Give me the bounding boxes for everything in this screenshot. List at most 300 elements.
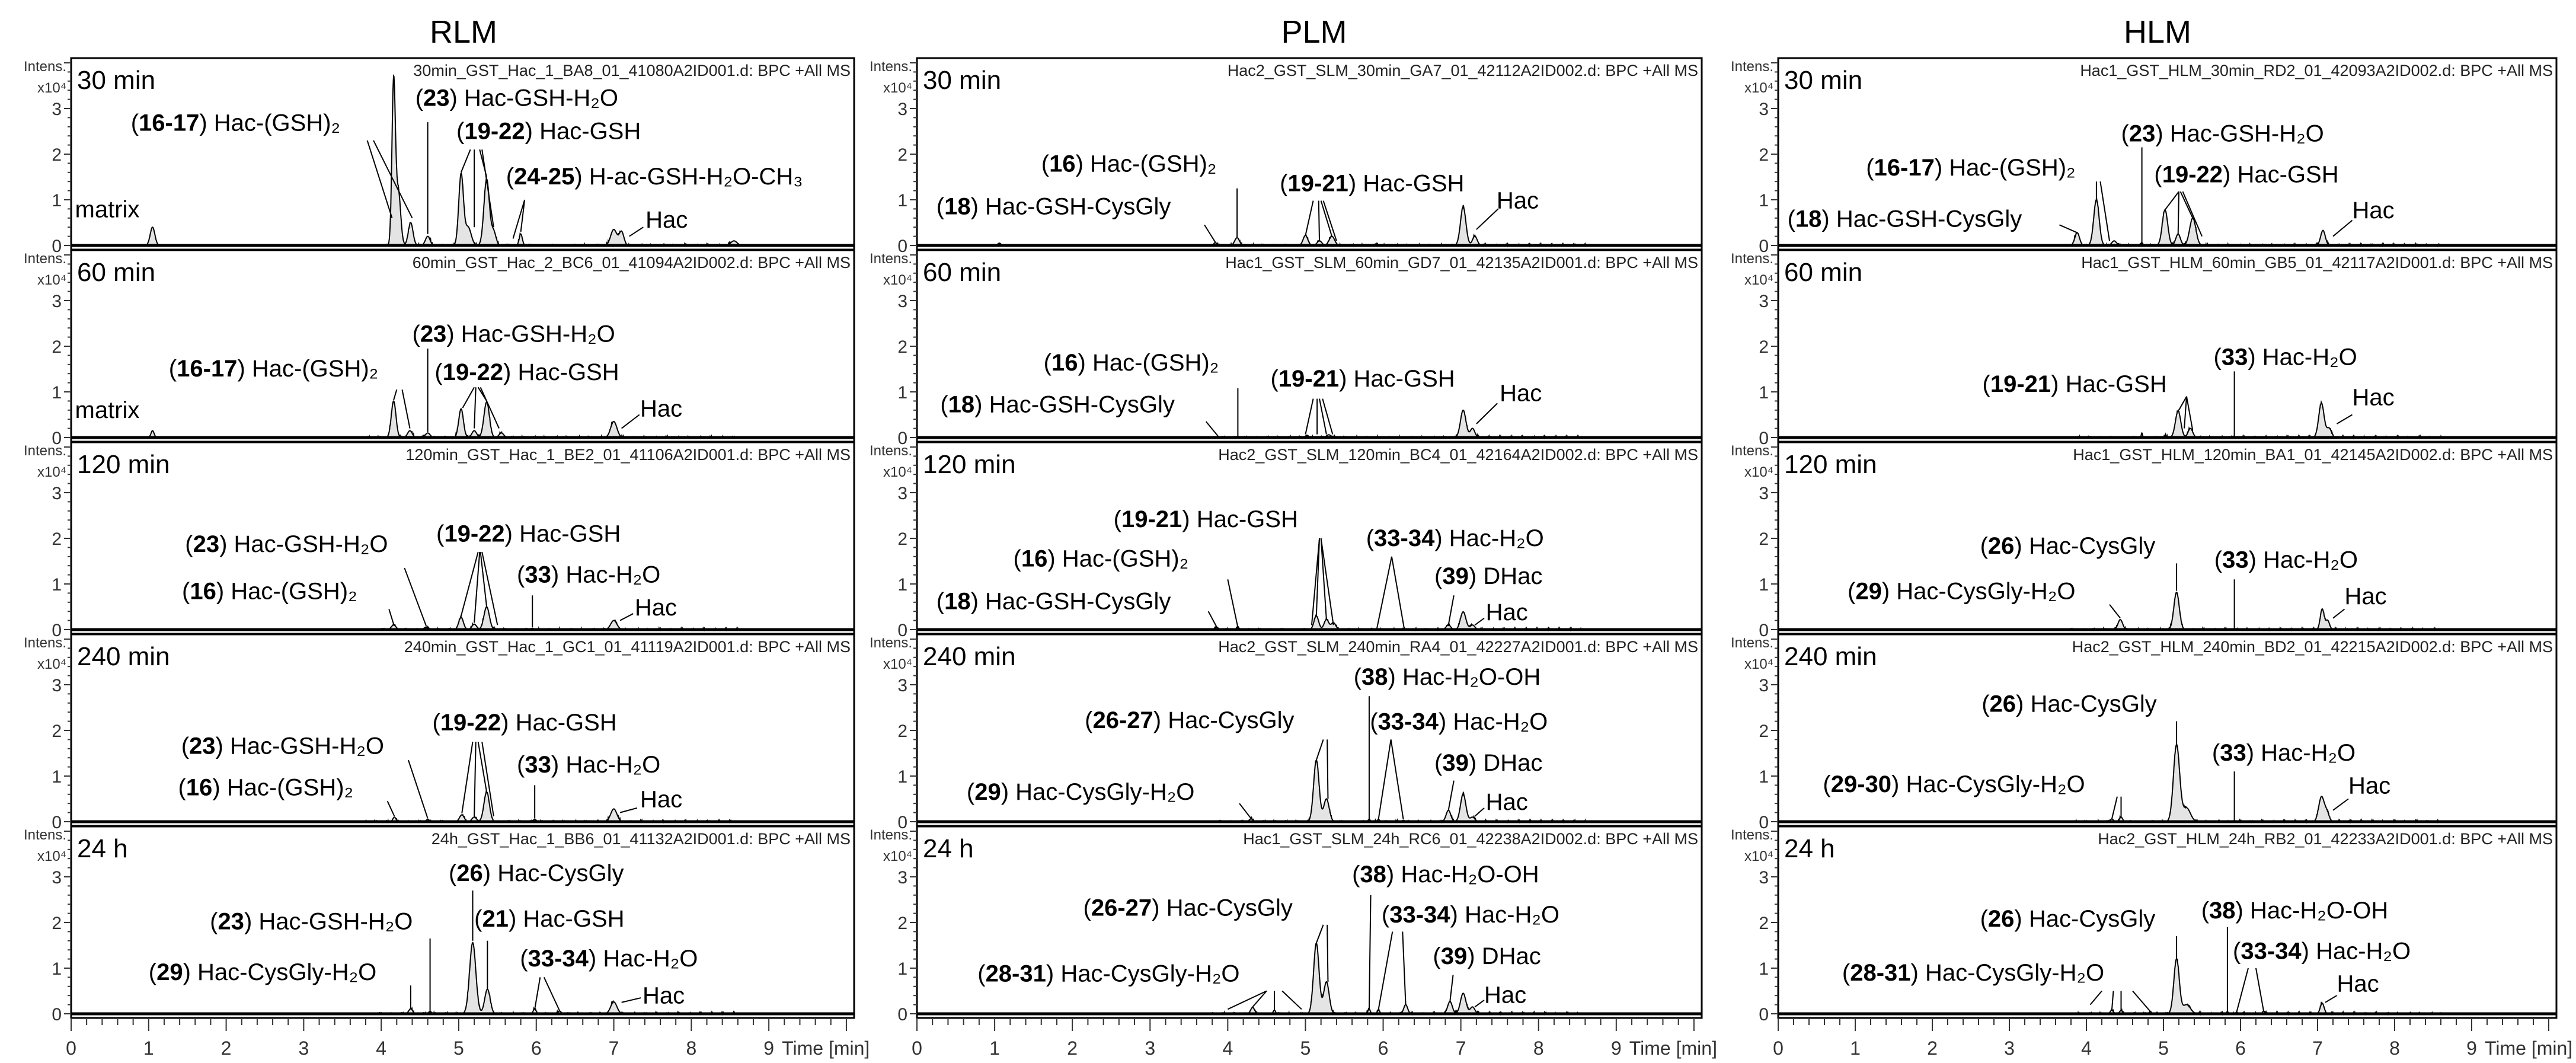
peak-label [456,119,641,145]
paren: ) [1001,779,1016,806]
leader-line [1476,209,1498,229]
leader-line [535,977,540,1009]
peak-annotation [940,392,1218,437]
peak-label [1434,563,1542,589]
paren: ) [508,905,523,932]
peak-label [517,752,660,778]
y-axis-scale: x10⁴ [1744,80,1773,96]
metabolite-number: 39 [1442,563,1469,589]
y-tick-label: 1 [897,383,907,403]
peak-label [1983,371,2167,397]
peak-label [937,194,1171,220]
paren: ) [1891,771,1906,797]
leader-line [2333,221,2353,237]
peak-annotation [620,595,677,621]
leader-line [1476,403,1497,424]
peak-label [1041,151,1217,177]
metabolite-name: Hac-GSH-H₂O [258,908,413,935]
incubation-time-label: 240 min [1784,642,1877,671]
peak-annotation [2333,772,2390,810]
peak-label [1866,155,2075,181]
leader-line [622,415,640,429]
metabolite-name: Hac-CysGly-H₂O [1060,960,1240,987]
leader-line [620,614,633,621]
metabolite-name: Hac [2337,971,2379,997]
paren: ( [1434,563,1443,589]
incubation-time-label: 240 min [77,642,170,671]
leader-line [1449,595,1454,625]
leader-line [629,227,644,236]
y-tick-label: 3 [52,100,62,119]
paren: ) [1182,506,1197,532]
paren: ( [1980,905,1988,932]
metabolite-name: Hac-H₂O [2263,547,2358,573]
y-tick-label: 0 [52,1005,62,1024]
paren: ( [448,860,457,886]
metabolite-number: 16-17 [1874,155,1935,181]
peak-label [434,359,619,385]
data-file-name: 240min_GST_Hac_1_GC1_01_41119A2ID001.d: BPC +All MS [404,638,851,656]
y-axis-scale: x10⁴ [1744,656,1773,672]
y-tick-label: 1 [52,767,62,787]
metabolite-name: Hac [1496,187,1539,214]
paren: ( [1866,155,1874,181]
paren: ( [412,321,420,347]
leader-line [2133,991,2150,1012]
metabolite-number: 19-22 [2162,161,2223,188]
metabolite-name: Hac-GSH [539,118,641,145]
paren: ) [2016,691,2031,717]
y-tick-label: 3 [52,676,62,695]
y-tick-label: 2 [897,722,907,741]
peak-annotation [1475,982,1526,1008]
y-tick-label: 3 [1759,676,1769,695]
leader-line [461,149,471,172]
peak-label [416,85,618,111]
y-tick-label: 2 [52,145,62,165]
incubation-time-label: 120 min [923,450,1016,479]
leader-line [1450,975,1453,1002]
metabolite-name: DHac [1483,563,1543,589]
peak-label [436,521,621,547]
leader-line [1322,399,1332,435]
peak-annotation [1476,188,1539,229]
peak-label [75,397,140,423]
y-axis-scale: x10⁴ [1744,272,1773,288]
metabolite-number: 29-30 [1830,771,1892,797]
peak-label [2154,162,2338,188]
leader-line [2112,991,2114,1010]
leader-line [1282,991,1302,1010]
peak-label [635,595,677,621]
metabolite-number: 26 [1987,533,2015,560]
paren: ( [1381,902,1390,928]
peak-label [131,110,340,136]
metabolite-name: Hac [2348,772,2391,799]
paren: ( [1085,707,1093,734]
peak-label [937,588,1171,614]
metabolite-number: 19-21 [1278,365,1340,392]
paren: ( [182,578,190,605]
peak-label [2353,197,2395,224]
metabolite-name: Hac-CysGly-H₂O [197,959,377,986]
paren: ( [1043,349,1052,376]
leader-line [1402,931,1405,1004]
leader-line [1204,225,1215,242]
peak-label [1270,366,1455,392]
paren: ( [977,960,986,987]
metabolite-name: Hac-H₂O [2262,344,2357,371]
x-tick-label: 6 [2235,1038,2246,1059]
chromatogram-panel-hlm-60min [1731,250,2556,448]
peak-annotation [2325,971,2379,1002]
peak-label [474,906,624,932]
peak-label [432,710,616,736]
x-tick-label: 1 [143,1038,154,1059]
metabolite-number: 38 [1361,664,1388,690]
metabolite-number: 26 [456,860,483,886]
y-tick-label: 2 [897,914,907,933]
leader-line [620,808,637,813]
chromatogram-panel-plm-30min [870,58,1702,256]
paren: ) [551,561,566,588]
paren: ) [574,163,589,190]
peak-annotation [967,779,1251,819]
metabolite-number: 16-17 [139,110,200,136]
incubation-time-label: 24 h [77,834,128,863]
x-tick-label: 5 [2158,1038,2169,1059]
chromatogram-panel-hlm-30min [1731,58,2556,256]
y-tick-label: 1 [897,191,907,210]
peak-label [75,196,140,222]
y-axis-scale: x10⁴ [883,272,912,288]
chromatogram-panel-plm-60min [870,250,1702,448]
peak-label [1788,206,2022,232]
leader-line [1449,781,1454,810]
paren: ) [1386,861,1401,888]
y-tick-label: 0 [897,429,907,448]
y-axis-scale: x10⁴ [883,464,912,480]
y-tick-label: 3 [897,484,907,503]
paren: ( [936,193,945,220]
paren: ) [1152,895,1166,921]
panel-frame [1778,826,2556,1018]
y-tick-label: 1 [52,383,62,403]
leader-line [622,998,641,1003]
peak-label [1842,960,2104,986]
y-axis-label: Intens. [869,635,912,651]
y-tick-label: 3 [897,292,907,311]
paren: ) [1348,170,1363,197]
metabolite-name: Hac-GSH [1353,365,1455,392]
peak-annotation [937,588,1217,627]
metabolite-name: Hac-H₂O [2261,739,2356,766]
y-tick-label: 2 [897,145,907,165]
peak-annotation [169,356,410,429]
peak-label [1354,664,1541,690]
paren: ( [1433,943,1441,970]
paren: ) [2155,120,2170,147]
x-tick-label: 8 [2389,1038,2400,1059]
peak-label [1044,350,1219,376]
paren: ) [2235,898,2250,924]
peak-annotation [1848,578,2120,618]
paren: ( [1270,365,1279,392]
paren: ) [244,908,259,935]
paren: ) [1078,349,1092,376]
column-title-rlm: RLM [429,14,498,50]
metabolite-name: Hac-CysGly-H₂O [1925,959,2105,986]
metabolite-name: Hac [640,786,683,813]
metabolite-name: Hac-GSH-CysGly [989,391,1175,418]
metabolite-number: 19-21 [1121,506,1182,532]
panel-frame [917,826,1702,1018]
metabolite-name: Hac-H₂O-OH [1402,664,1541,690]
x-axis-label: Time [min] [2485,1038,2573,1059]
y-tick-label: 2 [1759,529,1769,549]
metabolite-number: 16 [190,578,216,605]
chromatogram-panel-rlm-120min [24,442,854,640]
leader-line [394,390,397,400]
chromatogram-panel-rlm-24h [24,826,870,1059]
peak-label [2214,547,2358,573]
leader-line [1327,925,1328,982]
leader-line [1228,991,1267,1010]
x-tick-label: 0 [912,1038,922,1059]
metabolite-number: 16 [186,774,213,801]
y-tick-label: 3 [897,868,907,888]
metabolite-number: 39 [1442,749,1469,776]
metabolite-number: 26 [1987,905,2015,932]
y-tick-label: 1 [52,959,62,979]
paren: ) [2051,371,2066,397]
leader-line [474,742,476,816]
metabolite-number: 19-22 [440,710,501,736]
metabolite-number: 38 [1360,861,1386,888]
leader-line [389,609,394,624]
y-tick-label: 1 [1759,575,1769,595]
y-axis-label: Intens. [1730,59,1773,75]
metabolite-name: Hac-GSH-CysGly [1836,206,2022,232]
peak-annotation [1270,366,1455,435]
chromatogram-panel-rlm-60min [24,250,854,448]
leader-line [1321,538,1327,620]
data-file-name: 60min_GST_Hac_2_BC6_01_41094A2ID002.d: BPC +All MS [412,254,851,272]
chromatogram-panel-plm-120min [870,442,1702,640]
peak-annotation [2337,384,2395,424]
paren: ) [1467,943,1482,970]
leader-line [2100,181,2110,241]
metabolite-name: Hac-CysGly [497,860,624,886]
metabolite-number: 33-34 [1378,708,1439,735]
y-axis-scale: x10⁴ [1744,464,1773,480]
leader-line [2256,968,2264,1011]
leader-line [1239,803,1251,818]
y-axis-scale: x10⁴ [37,80,66,96]
leader-line [2181,191,2193,218]
leader-line [1209,611,1217,627]
metabolite-number: 21 [482,905,509,932]
peak-label [640,396,682,422]
x-tick-label: 3 [2004,1038,2015,1059]
y-axis-label: Intens. [869,827,912,843]
peak-annotation [1980,906,2177,959]
metabolite-number: 38 [2209,898,2236,924]
metabolite-number: 19-22 [444,521,505,547]
peak-label [1434,750,1542,776]
metabolite-name: Hac-(GSH)₂ [213,110,341,136]
metabolite-number: 19-22 [442,359,504,385]
peak-annotation [416,85,618,234]
peak-label [1980,533,2156,559]
metabolite-number: 39 [1440,943,1468,970]
peak-label [181,733,384,759]
peak-annotation [1981,691,2177,744]
x-tick-label: 6 [530,1038,542,1059]
peak-label [2212,740,2356,766]
peak-label [185,531,388,557]
incubation-time-label: 240 min [923,642,1016,671]
paren: ) [1438,708,1453,735]
peak-annotation [517,752,660,819]
peak-annotation [1280,170,1464,241]
paren: ) [1881,578,1897,605]
incubation-time-label: 60 min [923,258,1002,287]
incubation-time-label: 60 min [77,258,156,287]
y-axis-scale: x10⁴ [37,464,66,480]
data-file-name: Hac1_GST_HLM_30min_RD2_01_42093A2ID002.d: BPC +All MS [2080,62,2553,79]
leader-line [2178,191,2179,234]
peak-annotation [622,982,685,1008]
peak-label [2201,898,2389,924]
paren: ( [434,359,443,385]
incubation-time-label: 24 h [1784,834,1835,863]
y-axis-label: Intens. [23,827,66,843]
paren: ( [1013,545,1021,572]
peak-annotation [2212,740,2356,821]
peak-annotation [1842,960,2150,1011]
paren: ( [1352,861,1360,888]
peak-label [1382,902,1559,928]
metabolite-name: Hac-CysGly [2028,533,2156,560]
metabolite-number: 16-17 [177,355,238,382]
metabolite-name: DHac [1481,943,1541,970]
y-tick-label: 0 [52,237,62,256]
leader-line [1316,925,1324,943]
peak-annotation [622,396,683,429]
peak-annotation [1476,380,1542,424]
leader-line [474,387,476,428]
paren: ) [1046,960,1061,987]
leader-line [1379,739,1391,819]
metabolite-name: Hac-CysGly-H₂O [1906,771,2085,797]
leader-line [1305,201,1313,236]
paren: ) [501,710,516,736]
x-tick-label: 8 [686,1038,697,1059]
paren: ( [1787,206,1795,232]
peak-label [2353,384,2395,410]
metabolite-name: Hac-GSH-H₂O [461,321,615,347]
peak-annotation [149,959,411,1008]
paren: ) [449,85,464,111]
paren: ) [1047,545,1062,572]
paren: ( [940,391,948,418]
metabolite-name: DHac [1483,749,1543,776]
metabolite-name: Hac [640,395,683,422]
metabolite-name: Hac-(GSH)₂ [1062,545,1189,572]
metabolite-name: Hac [645,206,688,233]
y-tick-label: 2 [1759,337,1769,357]
chromatogram-panel-plm-240min [870,634,1702,832]
metabolite-number: 33-34 [528,945,589,972]
leader-line [1305,399,1313,435]
metabolite-name: Hac-GSH [515,710,617,736]
leader-line [404,568,426,626]
x-tick-label: 6 [1378,1038,1389,1059]
incubation-time-label: 120 min [1784,450,1877,479]
chromatogram-panel-hlm-120min [1731,442,2556,640]
metabolite-number: 19-22 [464,118,525,145]
paren: ( [181,733,190,759]
x-tick-label: 0 [66,1038,76,1059]
x-tick-label: 4 [376,1038,387,1059]
peak-label [1484,982,1526,1008]
metabolite-number: 16 [1021,545,1048,572]
peak-label [1370,708,1548,735]
metabolite-name: Hac-GSH [519,521,621,547]
leader-line [463,387,475,408]
peak-label [1981,691,2157,717]
peak-annotation [75,397,140,423]
peak-label [2121,120,2324,146]
peak-label [1497,188,1539,214]
metabolite-name: Hac [1484,982,1527,1008]
peak-label [645,207,688,233]
paren: ( [2211,739,2220,766]
data-file-name: 24h_GST_Hac_1_BB6_01_41132A2ID001.d: BPC +All MS [431,830,851,848]
metabolite-name: Hac-H₂O-OH [2249,898,2389,924]
metabolite-name: Hac-GSH-H₂O [234,531,388,558]
y-tick-label: 3 [52,292,62,311]
metabolite-name: Hac-H₂O [2316,938,2411,965]
paren: ) [2223,161,2238,188]
panel-frame [1778,442,2556,634]
paren: ( [2154,161,2162,188]
metabolite-number: 18 [1795,206,1822,232]
peak-label [2214,344,2357,371]
metabolite-number: 33-34 [1389,902,1450,928]
paren: ) [1450,902,1465,928]
paren: ( [210,908,218,935]
leader-line [2165,191,2179,210]
y-axis-label: Intens. [869,59,912,75]
paren: ) [2014,533,2029,560]
y-axis-label: Intens. [869,443,912,459]
metabolite-name: H-ac-GSH-H₂O-CH₃ [589,163,803,190]
paren: ( [966,779,975,806]
metabolite-number: 23 [2128,120,2156,147]
peak-annotation [2214,344,2357,436]
metabolite-name: Hac-GSH [1196,506,1298,532]
x-tick-label: 7 [608,1038,619,1059]
paren: ) [2246,739,2261,766]
leader-line [1475,618,1484,625]
paren: ) [1468,749,1484,776]
metabolite-number: 26 [1989,691,2016,717]
y-tick-label: 0 [1759,1005,1769,1024]
paren: ( [1280,170,1288,197]
metabolite-number: 33 [525,751,551,778]
